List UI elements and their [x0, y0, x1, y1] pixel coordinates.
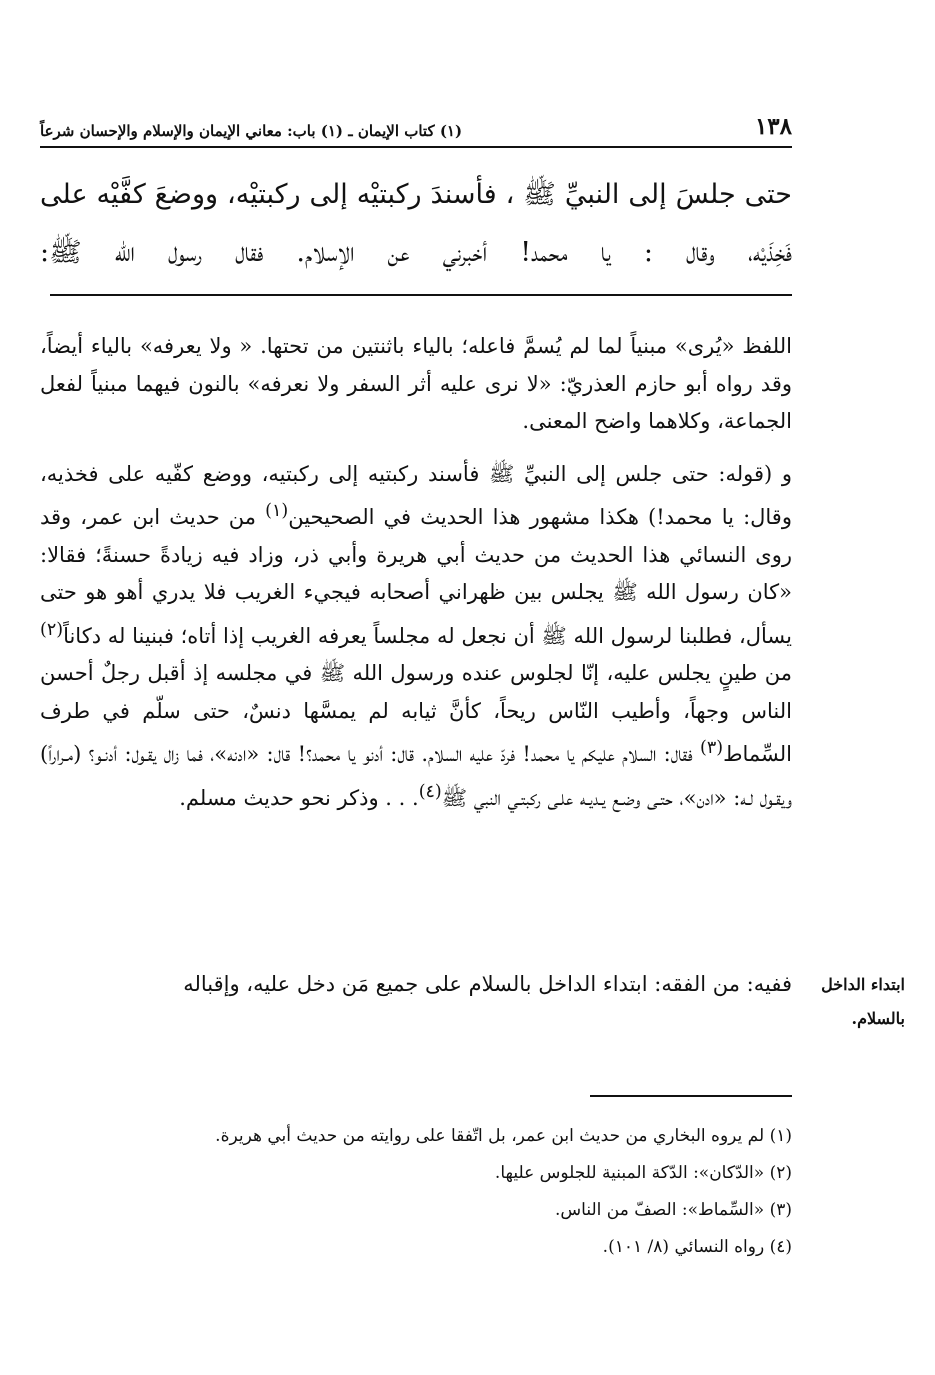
header-divider: [40, 146, 792, 148]
hadith-text: [40, 166, 792, 282]
commentary-text: من حديث ابن عمر، وقد روى النسائي هذا الحديث من حديث أبي هريرة وأبي ذر، وزاد فيه زيادةً حسنةً؛ فقالا: «كان رسول الله ﷺ يجلس بين ظهراني أصحابه فيجيء الغريب فلا يدري أهو هو حتى يسأل، فطلبنا لرسول الله ﷺ أن نجعل له مجلساً يعرفه الغريب إذا أتاه؛ فبنينا له دكاناً: [40, 505, 792, 648]
commentary-text: . . . وذكر نحو حديث مسلم.: [179, 785, 419, 810]
page-number: ١٣٨: [754, 113, 792, 140]
hadith-line: فَخِذَيْه، وقال : يا محمد! أخبرني عن الإسلام. فقال رسول الله ﷺ:: [40, 237, 792, 268]
footnote-1: (١) لم يروه البخاري من حديث ابن عمر، بل اتّفقا على روايته من حديث أبي هريرة.: [215, 1126, 792, 1146]
running-title: (١) كتاب الإيمان ـ (١) باب: معاني الإيمان والإسلام والإحسان شرعاً: [40, 122, 463, 140]
footnote-ref-4[interactable]: (٤): [418, 781, 442, 802]
fiqh-text: ففيه: من الفقه: ابتداء الداخل بالسلام على جميع مَن دخل عليه، وإقباله: [183, 972, 792, 996]
footnote-ref-1[interactable]: (١): [265, 501, 289, 521]
commentary-paragraph: [40, 456, 792, 818]
page-header: [40, 106, 792, 140]
hadith-divider: [50, 294, 792, 296]
footnote-3: (٣) «السِّماط»: الصفّ من الناس.: [554, 1200, 792, 1220]
footnote-divider: [590, 1095, 792, 1097]
commentary-text: من طينٍ يجلس عليه، إنّا لجلوس عنده ورسول الله ﷺ في مجلسه إذ أقبل رجلٌ أحسن الناس وجهاً، وأطيب النّاس ريحاً، كأنَّ ثيابه لم يمسَّها دنسٌ، حتى سلّم في طرف السِّماط: [40, 661, 792, 766]
commentary-paragraph: اللفظ «يُرى» مبنياً لما لم يُسمَّ فاعله؛ بالياء باثنتين من تحتها. « ولا يعرفه» بالياء أيضاً، وقد رواه أبو حازم العذريّ: «لا نرى عليه أثر السفر ولا نعرفه» بالنون فيهما مبنياً لفعل الجماعة، وكلاهما واضح المعنى.: [40, 334, 792, 433]
fiqh-paragraph: [40, 966, 792, 1003]
hadith-line: حتى جلسَ إلى النبيِّ ﷺ ، فأسندَ ركبتيْه إلى ركبتيْه، ووضعَ كفَّيْه على: [40, 179, 792, 210]
commentary: [40, 328, 792, 817]
footnote-ref-2[interactable]: (٢): [40, 619, 64, 640]
commentary-text: فقال: السلام عليكم يا محمد! فردّ عليه السلام. قال: أدنو يا محمد؟! قال: «ادنه»، فما زال يقـول: أدنـو؟ (مـراراً) ويقـول لـه: «ادن»، حتـى وضـع يـديـه علـى ركبتـي النبي ﷺ: [40, 742, 792, 810]
margin-section-note: ابتداء الداخل بالسلام.: [821, 975, 905, 1028]
footnotes: [40, 1118, 792, 1266]
footnote-4: (٤) رواه النسائي (٨/ ١٠١).: [602, 1237, 792, 1257]
footnote-2: (٢) «الدّكان»: الدّكة المبنية للجلوس عليها.: [494, 1163, 792, 1183]
commentary-text: و (قوله: حتى جلس إلى النبيِّ ﷺ فأسند ركبتيه إلى ركبتيه، ووضع كفّيه على فخذيه، وقال: يا محمد!) هكذا مشهور هذا الحديث في الصحيحين: [40, 461, 792, 529]
footnote-ref-3[interactable]: (٣): [700, 738, 724, 758]
